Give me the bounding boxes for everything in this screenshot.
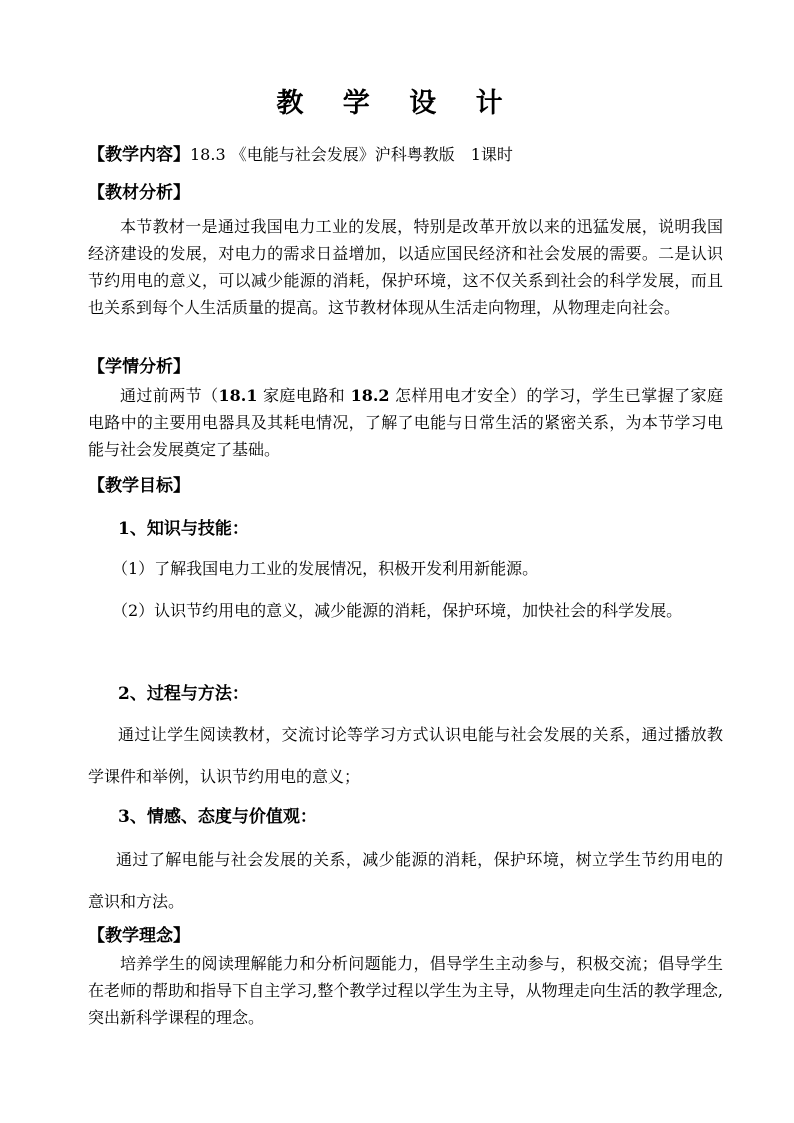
teaching-content-row	[88, 144, 728, 166]
textbook-analysis-heading: 【教材分析】	[88, 183, 190, 203]
student-analysis-heading: 【学情分析】	[88, 357, 190, 377]
teaching-content-text: 18.3 《电能与社会发展》沪科粤教版 1课时	[190, 145, 513, 164]
process-method-heading: 2、过程与方法：	[118, 684, 249, 704]
emotion-value-heading: 3、情感、态度与价值观：	[118, 807, 317, 827]
emotion-value-text: 通过了解电能与社会发展的关系，减少能源的消耗，保护环境，树立学生节约用电的意识和方法。	[88, 850, 723, 911]
document-title: 教 学 设 计	[276, 88, 518, 119]
teaching-idea-heading: 【教学理念】	[88, 926, 190, 946]
student-analysis-text-c: 怎样用电才安全）的学习，学生已掌握了家庭电路中的主要用电器具及其耗电情况，了解了电能与日常生活的紧密关系，为本节学习电能与社会发展奠定了基础。	[88, 386, 723, 459]
teaching-goals-heading: 【教学目标】	[88, 476, 190, 496]
student-analysis-text-a: 通过前两节（	[120, 386, 219, 405]
student-analysis-text	[88, 382, 723, 463]
process-method-text: 通过让学生阅读教材，交流讨论等学习方式认识电能与社会发展的关系，通过播放教学课件和举例，认识节约用电的意义；	[88, 725, 723, 786]
textbook-analysis-text: 本节教材一是通过我国电力工业的发展，特别是改革开放以来的迅猛发展，说明我国经济建设的发展，对电力的需求日益增加，以适应国民经济和社会发展的需要。二是认识节约用电的意义，可以减少能源的消耗，保护环境，这不仅关系到社会的科学发展，而且也关系到每个人生活质量的提高。这节教材体现从生活走向物理，从物理走向社会。	[88, 217, 723, 317]
teaching-content-heading: 【教学内容】	[88, 145, 190, 165]
student-analysis-lesson-181: 18.1	[218, 386, 258, 405]
student-analysis-text-b: 家庭电路和	[257, 386, 351, 405]
knowledge-skill-item-2: （2）认识节约用电的意义，减少能源的消耗，保护环境，加快社会的科学发展。	[112, 601, 683, 620]
teaching-idea-text: 培养学生的阅读理解能力和分析问题能力，倡导学生主动参与，积极交流；倡导学生在老师的帮助和指导下自主学习,整个教学过程以学生为主导，从物理走向生活的教学理念,突出新科学课程的理念。	[88, 954, 723, 1027]
knowledge-skill-item-1: （1）了解我国电力工业的发展情况，积极开发利用新能源。	[112, 559, 539, 578]
student-analysis-lesson-182: 18.2	[350, 386, 390, 405]
knowledge-skill-heading: 1、知识与技能：	[118, 519, 249, 539]
